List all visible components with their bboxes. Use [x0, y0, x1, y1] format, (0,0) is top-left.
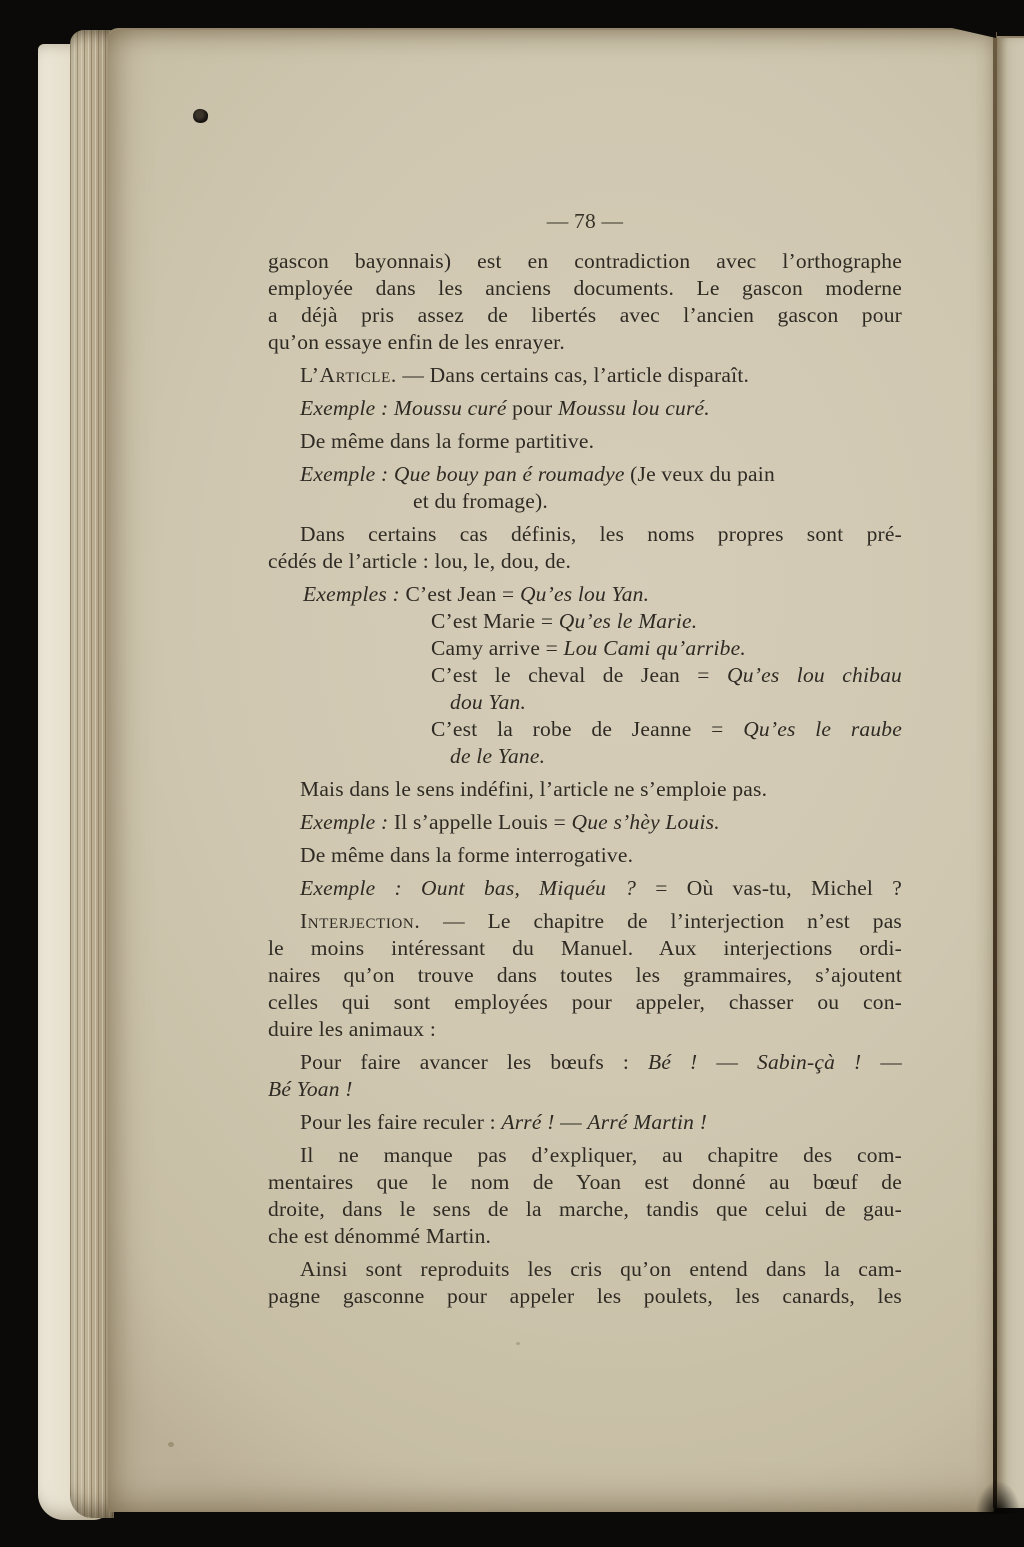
paragraph [268, 1142, 902, 1250]
text-run: Pour les faire reculer : [300, 1110, 502, 1134]
text-run: Sabin-çà ! [757, 1050, 862, 1074]
text-run: C’est Jean = [399, 582, 520, 606]
text-line [450, 689, 902, 716]
text-run: de le Yane. [450, 744, 546, 768]
text-run: et du fromage). [413, 489, 548, 513]
text-line [268, 302, 902, 329]
text-line [268, 1196, 902, 1223]
paragraph [268, 1256, 902, 1310]
text-run: Exemple : Ount bas, Miquéu ? [300, 876, 637, 900]
text-run: qu’on essaye enfin de les enrayer. [268, 330, 565, 354]
paragraph [268, 461, 902, 515]
text-run: C’est Marie = [431, 609, 559, 633]
text-line [268, 989, 902, 1016]
text-run: — [554, 1110, 588, 1134]
paragraph [268, 521, 902, 575]
text-run: dou Yan. [450, 690, 527, 714]
paragraph [268, 875, 902, 902]
text-run: Que s’hèy Louis. [571, 810, 720, 834]
text-run: Mais dans le sens indéfini, l’article ne s’emploie pas. [300, 777, 768, 801]
paragraph [268, 842, 902, 869]
paragraph [268, 362, 902, 389]
text-line [300, 1049, 902, 1076]
text-run: Moussu lou curé. [557, 396, 710, 420]
text-run: (Je veux du pain [624, 462, 775, 486]
text-line [300, 875, 902, 902]
text-line [431, 716, 902, 743]
paragraph [268, 776, 902, 803]
text-line [303, 581, 902, 608]
text-run: naires qu’on trouve dans toutes les grammaires, s’ajoutent [268, 963, 902, 987]
text-line [300, 1109, 902, 1136]
paragraph [268, 1109, 902, 1136]
text-run: De même dans la forme interrogative. [300, 843, 634, 867]
text-run: Il s’appelle Louis = [388, 810, 572, 834]
text-line [268, 329, 902, 356]
corner-notch [952, 28, 996, 38]
text-run: duire les animaux : [268, 1017, 436, 1041]
text-run: — Dans certains cas, l’article disparaît. [396, 363, 750, 387]
text-line [300, 809, 902, 836]
gutter-shadow [966, 1468, 1024, 1514]
text-line [300, 428, 902, 455]
text-line [300, 842, 902, 869]
text-run: mentaires que le nom de Yoan est donné au bœuf de [268, 1170, 902, 1194]
text-run: Camy arrive = [431, 636, 564, 660]
page-text [268, 208, 902, 1310]
text-run: Dans certains cas définis, les noms propres sont pré- [300, 522, 902, 546]
book-page [108, 28, 994, 1512]
text-run: Qu’es le raube [743, 717, 902, 741]
text-line [268, 1076, 902, 1103]
text-run: cédés de l’article : lou, le, dou, de. [268, 549, 572, 573]
text-run: Ainsi sont reproduits les cris qu’on entend dans la cam- [300, 1257, 902, 1281]
text-line [300, 1256, 902, 1283]
text-run: Exemples : [303, 582, 400, 606]
text-line [300, 776, 902, 803]
text-run: L’Article. [300, 363, 397, 387]
text-run: C’est la robe de Jeanne = [431, 717, 744, 741]
text-line [268, 1223, 902, 1250]
text-line [431, 608, 902, 635]
text-line [431, 662, 902, 689]
text-run: C’est le cheval de Jean = [431, 663, 728, 687]
text-run: Pour faire avancer les bœufs : [300, 1050, 648, 1074]
paragraph [268, 395, 902, 422]
text-run: Arré ! [501, 1110, 555, 1134]
text-line [268, 248, 902, 275]
paragraph [268, 581, 902, 770]
text-line [413, 488, 902, 515]
text-line [268, 1283, 902, 1310]
text-run: employée dans les anciens documents. Le gascon moderne [268, 276, 902, 300]
text-line [268, 962, 902, 989]
text-line [268, 548, 902, 575]
text-run: Lou Cami qu’arribe. [563, 636, 746, 660]
text-run: che est dénommé Martin. [268, 1224, 492, 1248]
text-run: gascon bayonnais) est en contradiction avec l’orthographe [268, 249, 902, 273]
text-run: De même dans la forme partitive. [300, 429, 595, 453]
text-run: Interjection. [300, 909, 421, 933]
text-line [300, 362, 902, 389]
text-line [300, 395, 902, 422]
text-run: Qu’es le Marie. [558, 609, 698, 633]
text-line [300, 908, 902, 935]
text-line [268, 275, 902, 302]
text-run: — Le chapitre de l’interjection n’est pas [420, 909, 902, 933]
paragraph [268, 248, 902, 356]
text-run: pour [506, 396, 558, 420]
paper-speck [516, 1342, 520, 1345]
text-line [450, 743, 902, 770]
text-run: Arré Martin ! [587, 1110, 708, 1134]
paragraph [268, 809, 902, 836]
text-line [268, 1016, 902, 1043]
text-run: — [861, 1050, 903, 1074]
ink-spot [192, 108, 209, 124]
text-run: Exemple : Que bouy pan é roumadye [300, 462, 625, 486]
text-line [300, 1142, 902, 1169]
paragraph [268, 1049, 902, 1103]
text-run: = Où vas-tu, Michel ? [636, 876, 902, 900]
text-run: pagne gasconne pour appeler les poulets, les canards, les [268, 1284, 902, 1308]
text-run: celles qui sont employées pour appeler, chasser ou con- [268, 990, 902, 1014]
page-body-text [268, 248, 902, 1310]
paragraph [268, 908, 902, 1043]
text-run: Il ne manque pas d’expliquer, au chapitre des com- [300, 1143, 902, 1167]
text-run: le moins intéressant du Manuel. Aux interjections ordi- [268, 936, 902, 960]
text-run: Qu’es lou chibau [727, 663, 902, 687]
text-run: Bé ! [647, 1050, 698, 1074]
text-run: — [697, 1050, 758, 1074]
text-line [268, 935, 902, 962]
text-run: droite, dans le sens de la marche, tandis que celui de gau- [268, 1197, 902, 1221]
text-run: Bé Yoan ! [268, 1077, 353, 1101]
text-run: Exemple : Moussu curé [300, 396, 507, 420]
text-line [268, 1169, 902, 1196]
text-run: Exemple : [300, 810, 389, 834]
adjacent-page [997, 36, 1024, 1508]
text-line [300, 461, 902, 488]
text-run: Qu’es lou Yan. [519, 582, 650, 606]
paragraph [268, 428, 902, 455]
text-line [431, 635, 902, 662]
text-line [300, 521, 902, 548]
paper-speck [168, 1442, 174, 1447]
page-number: — 78 — [546, 209, 624, 233]
text-run: a déjà pris assez de libertés avec l’ancien gascon pour [268, 303, 902, 327]
